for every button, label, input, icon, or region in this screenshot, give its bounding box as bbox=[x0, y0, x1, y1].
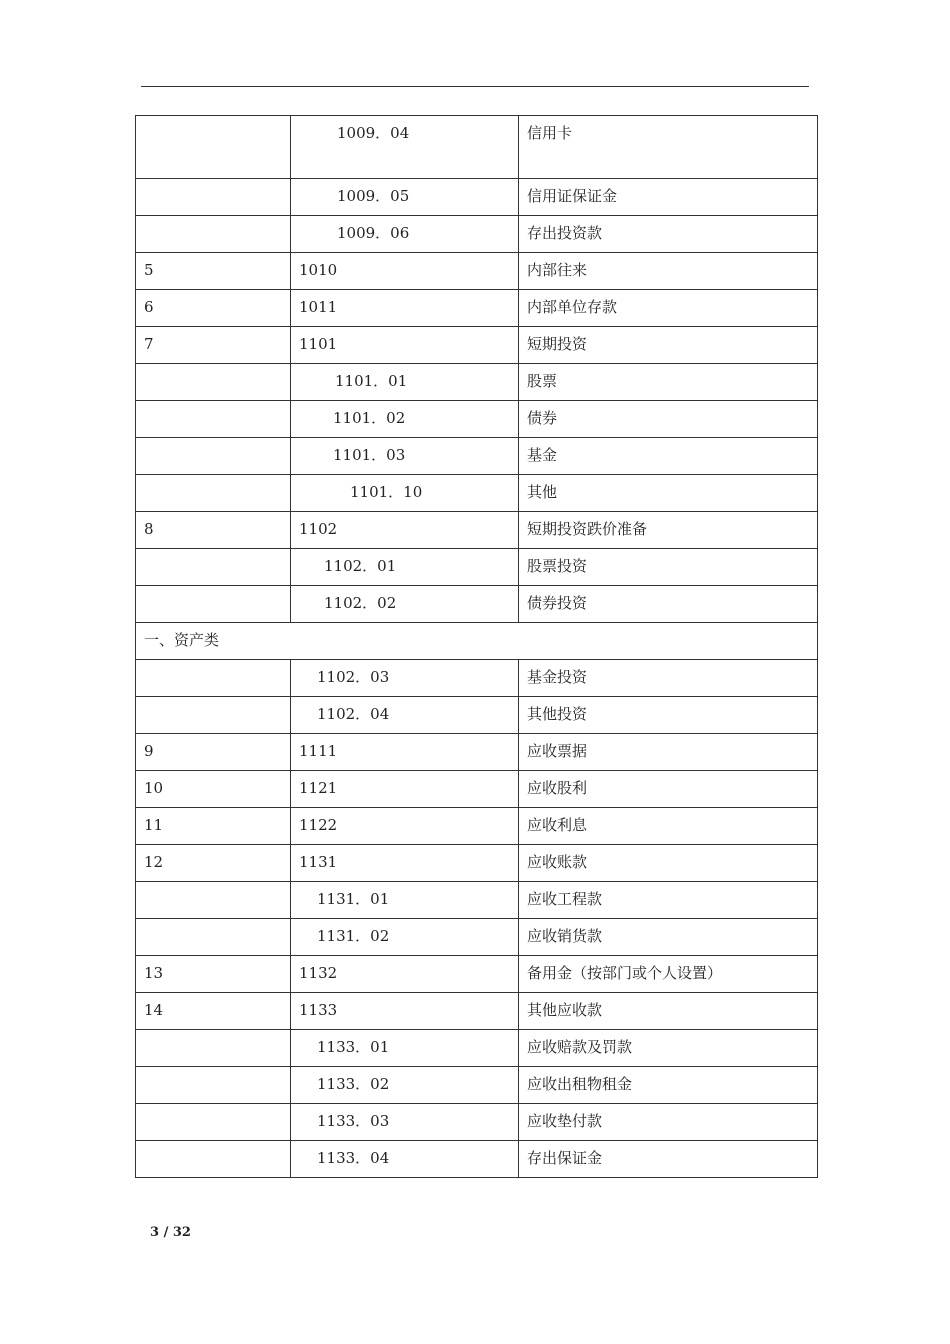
account-name: 基金 bbox=[519, 438, 818, 475]
account-name: 短期投资 bbox=[519, 327, 818, 364]
account-name: 内部单位存款 bbox=[519, 290, 818, 327]
account-code: 1133 bbox=[291, 993, 519, 1030]
account-code: 1009．04 bbox=[291, 116, 519, 179]
account-code: 1121 bbox=[291, 771, 519, 808]
account-name: 存出投资款 bbox=[519, 216, 818, 253]
account-code: 1102．01 bbox=[291, 549, 519, 586]
row-number bbox=[136, 179, 291, 216]
account-code: 1133．04 bbox=[291, 1141, 519, 1178]
row-number: 14 bbox=[136, 993, 291, 1030]
account-code: 1101 bbox=[291, 327, 519, 364]
table-row bbox=[136, 512, 818, 549]
table-row bbox=[136, 697, 818, 734]
row-number bbox=[136, 919, 291, 956]
table-row bbox=[136, 116, 818, 179]
section-title: 一、资产类 bbox=[136, 623, 818, 660]
table-row bbox=[136, 364, 818, 401]
row-number: 11 bbox=[136, 808, 291, 845]
table-row bbox=[136, 549, 818, 586]
accounts-table bbox=[135, 115, 818, 1178]
account-code: 1102 bbox=[291, 512, 519, 549]
account-name: 信用证保证金 bbox=[519, 179, 818, 216]
account-name: 其他投资 bbox=[519, 697, 818, 734]
table-row bbox=[136, 660, 818, 697]
row-number bbox=[136, 475, 291, 512]
account-name: 应收销货款 bbox=[519, 919, 818, 956]
account-name: 应收出租物租金 bbox=[519, 1067, 818, 1104]
account-code: 1131 bbox=[291, 845, 519, 882]
account-code: 1010 bbox=[291, 253, 519, 290]
account-name: 应收账款 bbox=[519, 845, 818, 882]
account-code: 1101．02 bbox=[291, 401, 519, 438]
row-number bbox=[136, 116, 291, 179]
table-row bbox=[136, 327, 818, 364]
row-number bbox=[136, 660, 291, 697]
row-number bbox=[136, 549, 291, 586]
table-row bbox=[136, 919, 818, 956]
row-number: 8 bbox=[136, 512, 291, 549]
row-number: 5 bbox=[136, 253, 291, 290]
row-number: 9 bbox=[136, 734, 291, 771]
row-number bbox=[136, 364, 291, 401]
row-number: 7 bbox=[136, 327, 291, 364]
account-name: 债券投资 bbox=[519, 586, 818, 623]
row-number: 6 bbox=[136, 290, 291, 327]
account-code: 1101．01 bbox=[291, 364, 519, 401]
row-number bbox=[136, 438, 291, 475]
account-name: 基金投资 bbox=[519, 660, 818, 697]
account-code: 1102．04 bbox=[291, 697, 519, 734]
account-code: 1122 bbox=[291, 808, 519, 845]
table-row bbox=[136, 1067, 818, 1104]
account-name: 股票 bbox=[519, 364, 818, 401]
table-row bbox=[136, 882, 818, 919]
table-row bbox=[136, 401, 818, 438]
account-name: 应收垫付款 bbox=[519, 1104, 818, 1141]
account-name: 应收票据 bbox=[519, 734, 818, 771]
table-row bbox=[136, 1030, 818, 1067]
table-row bbox=[136, 993, 818, 1030]
table-row bbox=[136, 1104, 818, 1141]
account-name: 备用金（按部门或个人设置） bbox=[519, 956, 818, 993]
table-row bbox=[136, 845, 818, 882]
table-row bbox=[136, 586, 818, 623]
row-number bbox=[136, 1030, 291, 1067]
row-number bbox=[136, 1067, 291, 1104]
table-row bbox=[136, 734, 818, 771]
table-row bbox=[136, 475, 818, 512]
account-code: 1132 bbox=[291, 956, 519, 993]
account-name: 债券 bbox=[519, 401, 818, 438]
table-row bbox=[136, 253, 818, 290]
account-name: 其他应收款 bbox=[519, 993, 818, 1030]
table-row bbox=[136, 771, 818, 808]
row-number bbox=[136, 882, 291, 919]
row-number: 10 bbox=[136, 771, 291, 808]
account-code: 1111 bbox=[291, 734, 519, 771]
account-code: 1102．02 bbox=[291, 586, 519, 623]
row-number: 13 bbox=[136, 956, 291, 993]
account-name: 内部往来 bbox=[519, 253, 818, 290]
table-row bbox=[136, 290, 818, 327]
table-row bbox=[136, 1141, 818, 1178]
table-row bbox=[136, 438, 818, 475]
row-number bbox=[136, 216, 291, 253]
page-number: 3 / 32 bbox=[150, 1225, 191, 1240]
account-name: 其他 bbox=[519, 475, 818, 512]
header-rule bbox=[141, 86, 809, 87]
account-name: 短期投资跌价准备 bbox=[519, 512, 818, 549]
row-number bbox=[136, 401, 291, 438]
account-code: 1133．02 bbox=[291, 1067, 519, 1104]
account-name: 信用卡 bbox=[519, 116, 818, 179]
account-name: 应收股利 bbox=[519, 771, 818, 808]
table-row bbox=[136, 808, 818, 845]
account-code: 1009．05 bbox=[291, 179, 519, 216]
account-name: 应收工程款 bbox=[519, 882, 818, 919]
row-number bbox=[136, 586, 291, 623]
account-code: 1101．03 bbox=[291, 438, 519, 475]
table-row bbox=[136, 179, 818, 216]
account-code: 1133．03 bbox=[291, 1104, 519, 1141]
row-number bbox=[136, 1104, 291, 1141]
accounts-table-body bbox=[136, 116, 818, 1178]
account-code: 1102．03 bbox=[291, 660, 519, 697]
table-row bbox=[136, 956, 818, 993]
row-number: 12 bbox=[136, 845, 291, 882]
account-name: 存出保证金 bbox=[519, 1141, 818, 1178]
account-code: 1131．02 bbox=[291, 919, 519, 956]
row-number bbox=[136, 697, 291, 734]
account-name: 股票投资 bbox=[519, 549, 818, 586]
account-code: 1133．01 bbox=[291, 1030, 519, 1067]
account-code: 1101．10 bbox=[291, 475, 519, 512]
account-code: 1011 bbox=[291, 290, 519, 327]
account-name: 应收赔款及罚款 bbox=[519, 1030, 818, 1067]
account-code: 1009．06 bbox=[291, 216, 519, 253]
table-row bbox=[136, 216, 818, 253]
account-name: 应收利息 bbox=[519, 808, 818, 845]
account-code: 1131．01 bbox=[291, 882, 519, 919]
section-row bbox=[136, 623, 818, 660]
row-number bbox=[136, 1141, 291, 1178]
